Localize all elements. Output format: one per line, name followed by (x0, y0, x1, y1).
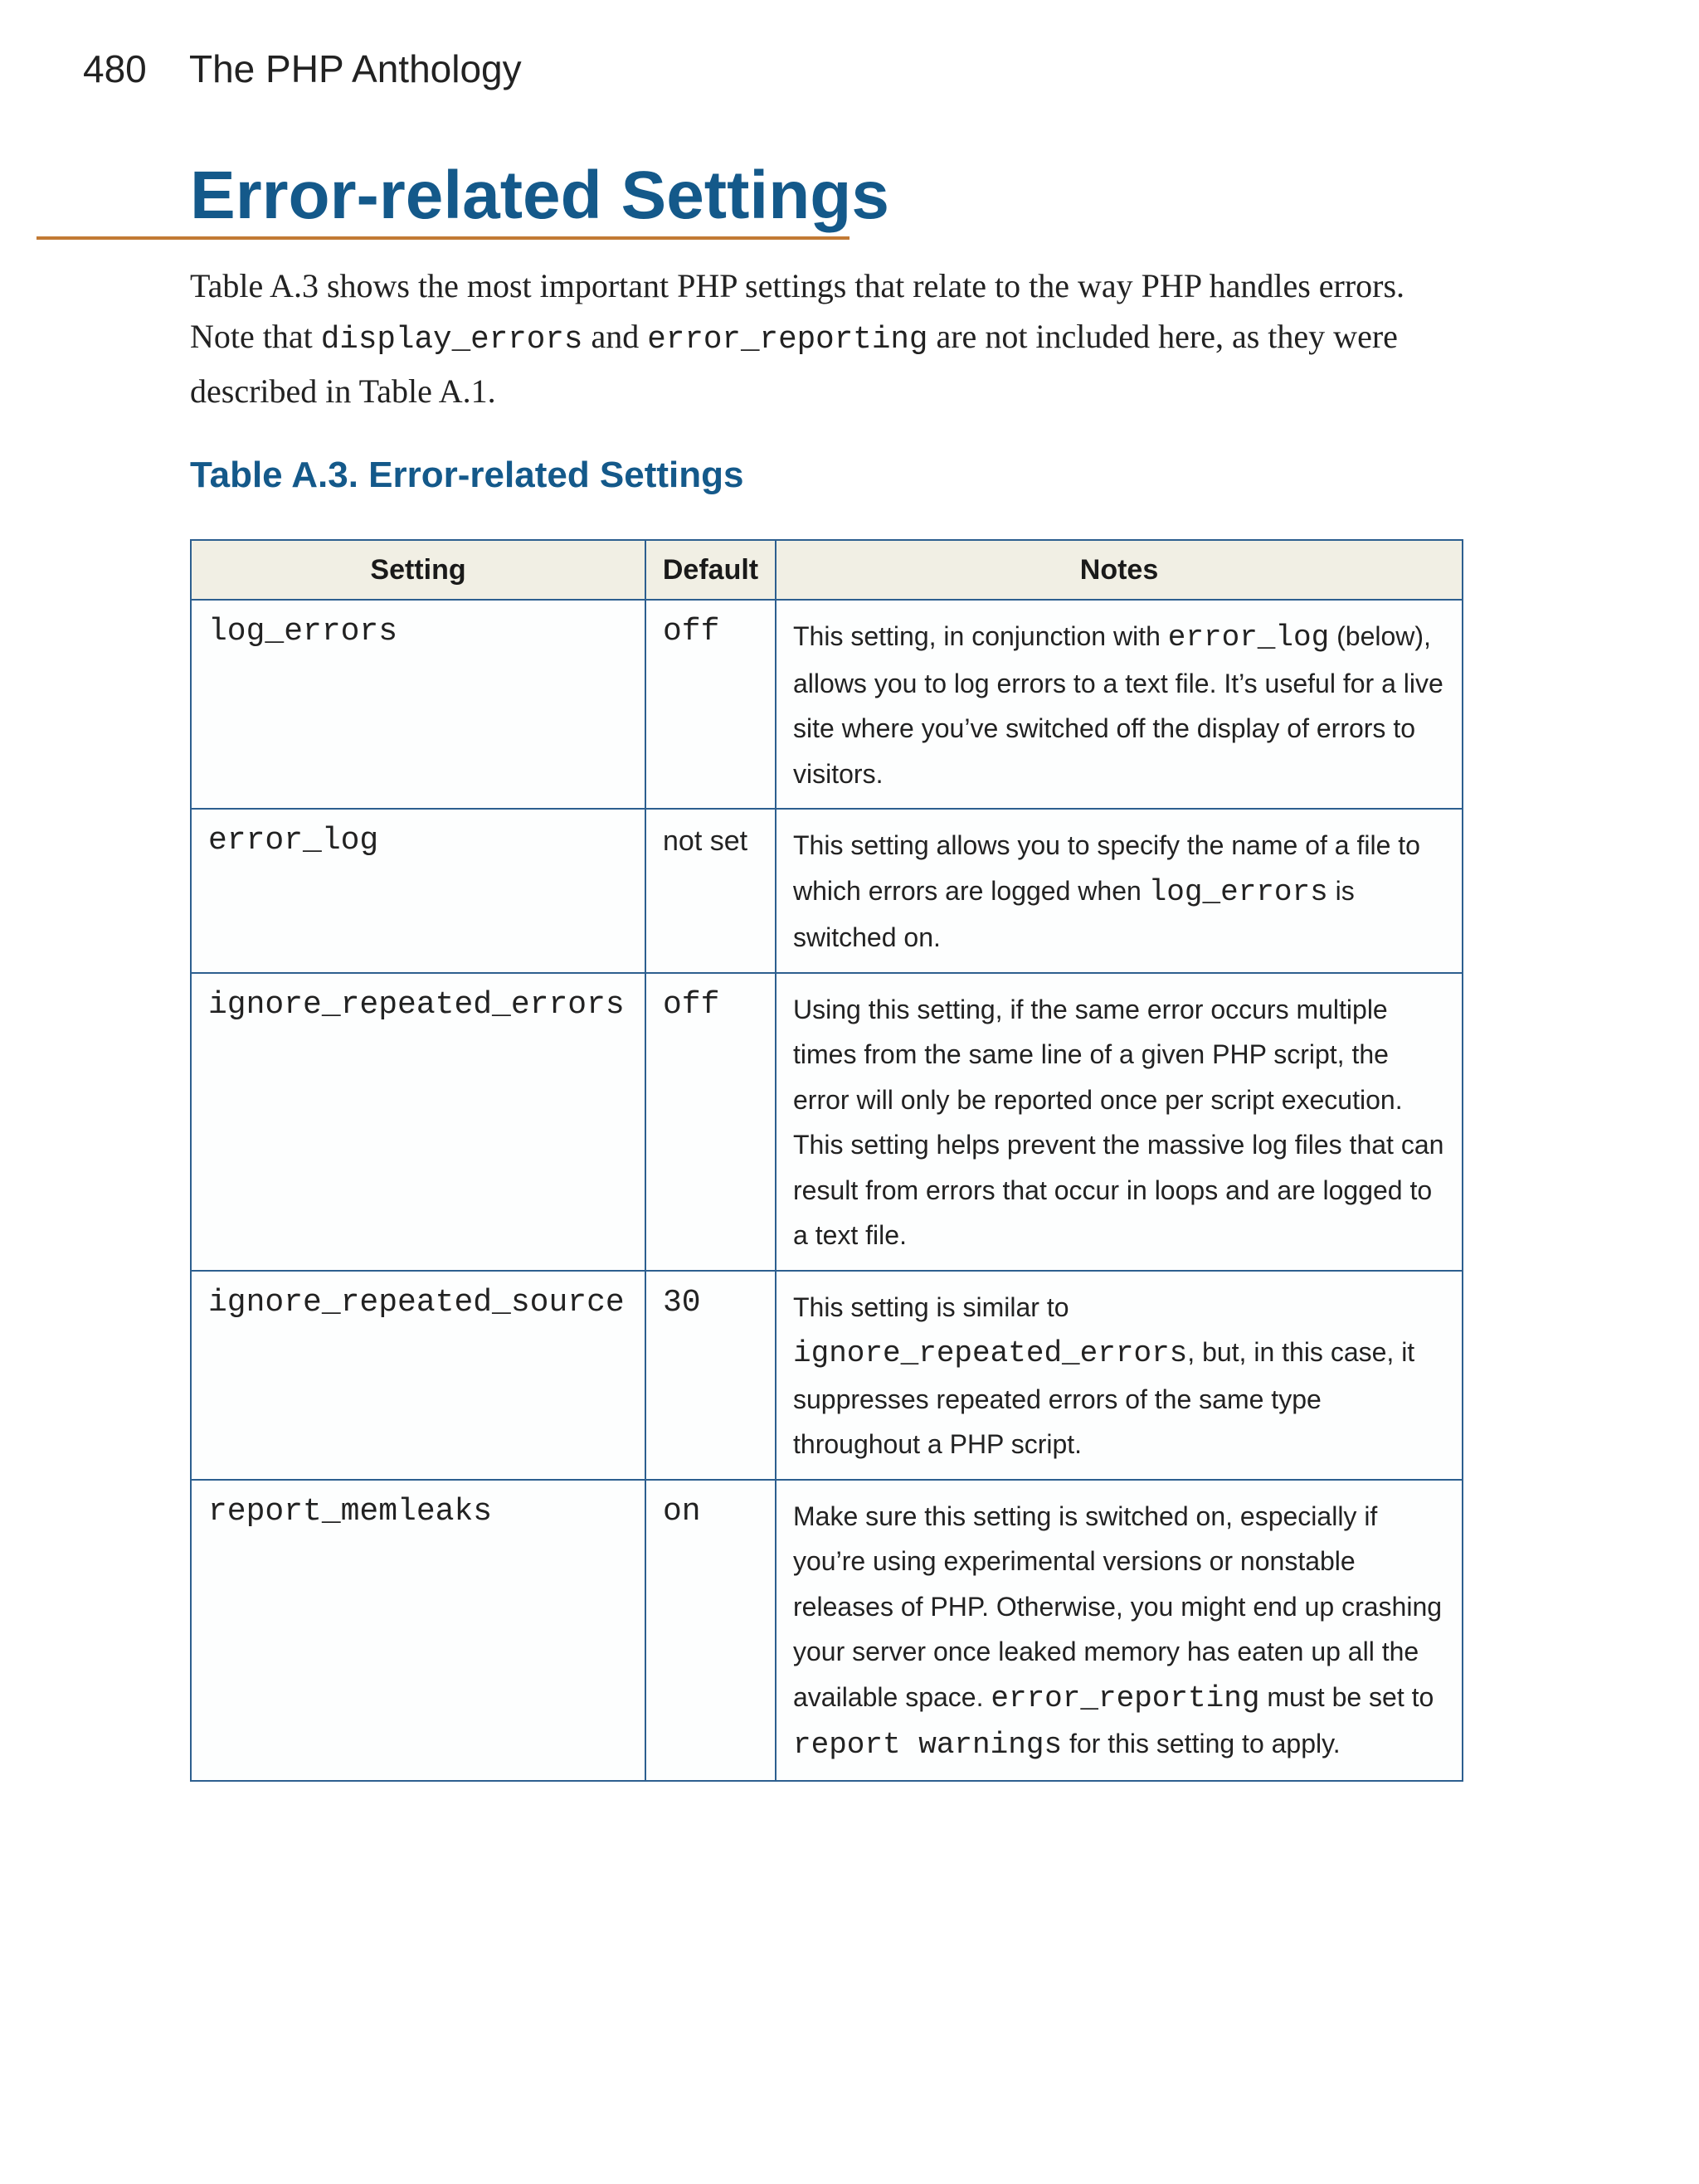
table-row (191, 1480, 1463, 1781)
inline-code: display_errors (320, 323, 583, 358)
table-row (191, 809, 1463, 973)
notes-text (776, 1480, 1463, 1781)
table-row (191, 973, 1463, 1271)
title-underline (37, 236, 850, 240)
notes-text (776, 809, 1463, 973)
table-row (191, 1271, 1463, 1480)
section-title: Error-related Settings (190, 158, 889, 233)
notes-fragment: This setting, in conjunction with (793, 621, 1168, 651)
settings-table (190, 539, 1463, 1782)
intro-text: and (582, 318, 648, 355)
default-value: off (645, 600, 776, 809)
default-value: not set (645, 809, 776, 973)
intro-text: are not included here, as they were described in Table A.1. (190, 318, 1398, 410)
table-row (191, 600, 1463, 809)
inline-code: log_errors (1148, 874, 1328, 909)
default-value: 30 (645, 1271, 776, 1480)
table-header-row (191, 540, 1463, 600)
notes-fragment: Using this setting, if the same error occurs multiple times from the same line of a given PHP script, the error will only be reported once per script execution. This setting helps prevent the massive log files that can result from errors that occur in loops and are logged to a text file. (793, 994, 1444, 1250)
notes-fragment: , but, in this case, it suppresses repeated errors of the same type throughout a PHP script. (793, 1337, 1415, 1459)
running-head (83, 46, 522, 91)
inline-code: error_log (1167, 620, 1330, 654)
notes-text (776, 600, 1463, 809)
default-value: on (645, 1480, 776, 1781)
inline-code: error_reporting (647, 323, 928, 358)
notes-text (776, 973, 1463, 1271)
setting-name: report_memleaks (191, 1480, 645, 1781)
default-value: off (645, 973, 776, 1271)
page-number: 480 (83, 47, 147, 90)
setting-name: error_log (191, 809, 645, 973)
notes-fragment: for this setting to apply. (1062, 1729, 1341, 1758)
column-header-setting: Setting (191, 540, 645, 600)
inline-code: error_reporting (991, 1681, 1260, 1715)
intro-text: Table A.3 shows the most important PHP settings that relate to the way PHP handles errors. Note that (190, 267, 1405, 355)
inline-code: ignore_repeated_errors (793, 1336, 1188, 1370)
notes-fragment: This setting allows you to specify the name of a file to which errors are logged when (793, 830, 1420, 906)
notes-fragment: (below), allows you to log errors to a text file. It’s useful for a live site where you’ve switched off the display of errors to visitors. (793, 621, 1443, 789)
notes-fragment: is switched on. (793, 875, 1355, 952)
notes-fragment: must be set to (1259, 1681, 1434, 1712)
setting-name: ignore_repeated_errors (191, 973, 645, 1271)
notes-fragment: Make sure this setting is switched on, especially if you’re using experimental versions or nonstable releases of PHP. Otherwise, you might end up crashing your server once leaked memory has eaten up all the available space. (793, 1501, 1443, 1712)
table-caption: Table A.3. Error-related Settings (190, 455, 744, 495)
column-header-default: Default (645, 540, 776, 600)
inline-code: report warnings (793, 1728, 1063, 1762)
intro-paragraph (190, 260, 1468, 416)
book-title: The PHP Anthology (189, 47, 522, 90)
notes-text (776, 1271, 1463, 1480)
setting-name: ignore_repeated_source (191, 1271, 645, 1480)
notes-fragment: This setting is similar to (793, 1291, 1069, 1322)
column-header-notes: Notes (776, 540, 1463, 600)
setting-name: log_errors (191, 600, 645, 809)
